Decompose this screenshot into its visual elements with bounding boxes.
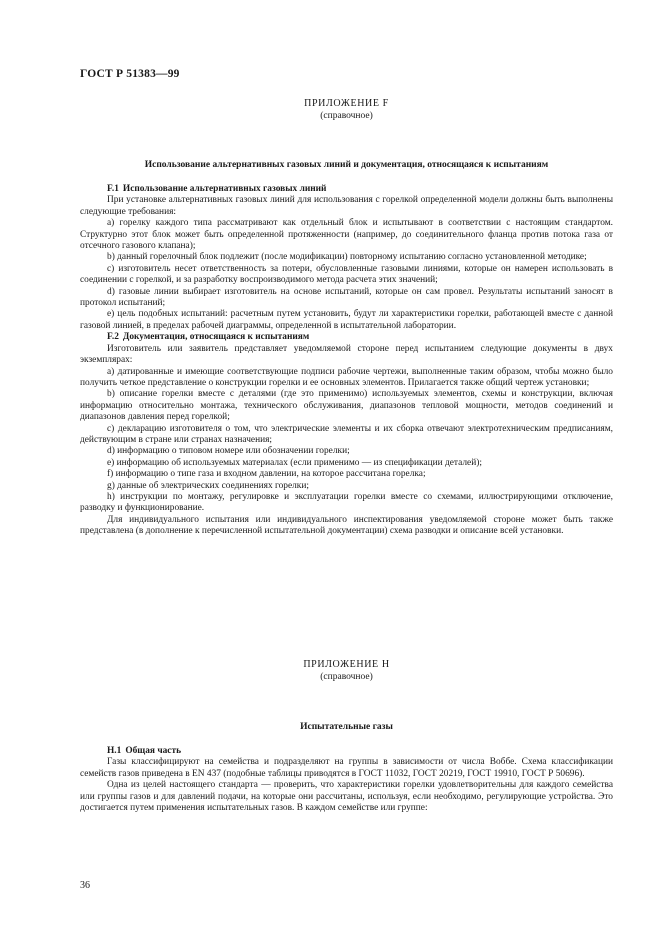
list-item: b) описание горелки вместе с деталями (где это применимо) используемых элементов, схемы и конструкции, включая информацию относительно монтажа, технического обслуживания, диапазонов тепловой мощности, методов соединений и диапазонов давления перед горелкой; [80, 389, 613, 423]
list-item: f) информацию о типе газа и входном давлении, на которое рассчитана горелка; [107, 469, 426, 480]
page-number: 36 [80, 880, 90, 891]
section-h1-number: H.1 [107, 746, 122, 756]
paragraph: Одна из целей настоящего стандарта — проверить, что характеристики горелки удовлетворительны для каждого семейства или группы газов и для давлений подачи, на которые они рассчитаны, используя, если необходимо, регулирующие устройства. Это достигается путем применения испытательных газов. В каждом семействе или группе: [80, 780, 613, 814]
paragraph: Газы классифицируют на семейства и подразделяют на группы в зависимости от числа Воббе. Схема классификации семейств газов приведена в EN 437 (подобные таблицы приводятся в ГОСТ 11032, ГОСТ 20219, ГОСТ 19910, ГОСТ Р 50696). [80, 757, 613, 779]
section-f1-title: Использование альтернативных газовых линий [122, 184, 327, 194]
list-item: e) информацию об используемых материалах (если применимо — из спецификации деталей); [107, 457, 482, 468]
annex-h-heading: Испытательные газы [300, 722, 393, 732]
annex-h-body [80, 746, 613, 814]
list-item: b) данный горелочный блок подлежит (после модификации) повторному испытанию согласно установленной методике; [107, 252, 587, 263]
annex-h-label [80, 659, 613, 683]
section-f2-title: Документация, относящаяся к испытаниям [122, 332, 310, 343]
section-h1-title: Общая часть [125, 746, 182, 756]
list-item: g) данные об электрических соединениях горелки; [107, 480, 309, 491]
list-item: а) горелку каждого типа рассматривают как отдельный блок и испытывают в соответствии с настоящим стандартом. Структурно этот блок может быть определенной протяженности (например, до соединительного фланца против потока газа от отсечного газового клапана); [80, 218, 613, 252]
annex-h-title: ПРИЛОЖЕНИЕ H [303, 659, 390, 670]
annex-f-heading: Использование альтернативных газовых линий и документация, относящаяся к испытаниям [144, 160, 549, 170]
annex-f-label [80, 98, 613, 122]
section-f2-number: F.2 [107, 332, 119, 343]
list-item: а) датированные и имеющие соответствующие подписи рабочие чертежи, выполненные таким образом, чтобы можно было получить четкое представление о конструкции горелки и ее основных элементов. Прилагается также общий чертеж установки; [80, 366, 613, 388]
paragraph: Изготовитель или заявитель представляет уведомляемой стороне перед испытанием следующие документы в двух экземплярах: [80, 343, 613, 366]
list-item: h) инструкции по монтажу, регулировке и эксплуатации горелки вместе со схемами, иллюстрирующими отключение, разводку и функционирование. [80, 491, 613, 514]
paragraph: Для индивидуального испытания или индивидуального инспектирования уведомляемой стороне может быть также представлена (в дополнение к перечисленной испытательной документации) схема разводки и описание всей установки. [80, 514, 613, 537]
section-f1-heading [80, 184, 613, 195]
paragraph: При установке альтернативных газовых линий для использования с горелкой определенной модели должны быть выполнены следующие требования: [80, 195, 613, 217]
annex-f-title: ПРИЛОЖЕНИЕ F [304, 98, 389, 109]
list-item: e) цель подобных испытаний: расчетным путем установить, будут ли характеристики горелки, работающей вместе с данной газовой линией, в пределах рабочей диаграммы, определенной в испытательной лаборатории. [80, 309, 613, 331]
section-f2-heading [80, 332, 613, 343]
list-item: с) изготовитель несет ответственность за потери, обусловленные газовыми линиями, которые он намерен использовать в соединении с горелкой, и за разработку воспроизводимого метода расчета этих значений; [80, 263, 613, 286]
section-f1-number: F.1 [107, 184, 119, 194]
annex-f-subtitle: (справочное) [320, 111, 373, 121]
list-item: d) газовые линии выбирает изготовитель на основе испытаний, которые он сам провел. Результаты испытаний заносят в протокол испытаний; [80, 286, 613, 309]
annex-f-body [80, 184, 613, 538]
document-id: ГОСТ Р 51383—99 [80, 68, 180, 80]
annex-h-subtitle: (справочное) [320, 672, 373, 682]
list-item: с) декларацию изготовителя о том, что электрические элементы и их сборка отвечают электротехническим предписаниям, действующим в стране или странах назначения; [80, 423, 613, 445]
list-item: d) информацию о типовом номере или обозначении горелки; [107, 446, 350, 457]
section-h1-heading [80, 746, 613, 757]
